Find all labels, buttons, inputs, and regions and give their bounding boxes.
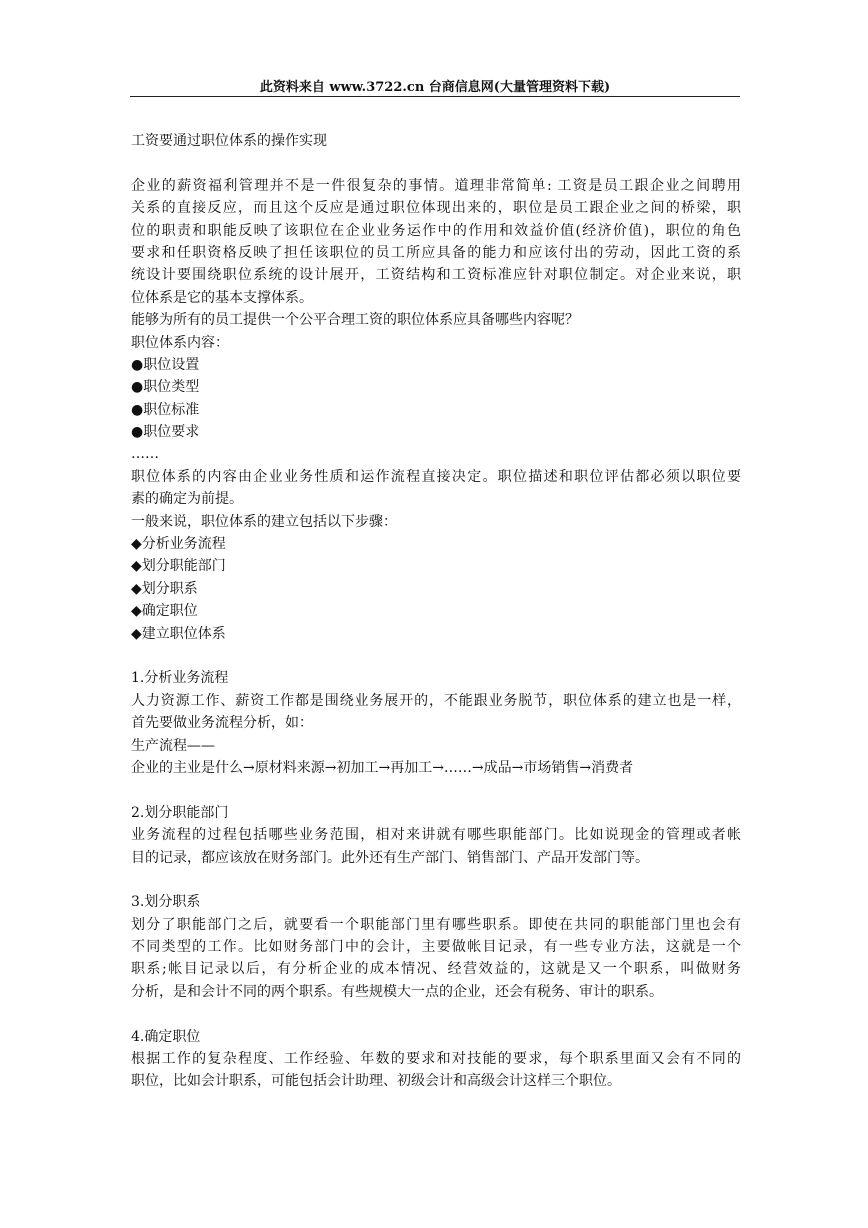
flow-label: 生产流程—— [131, 737, 215, 754]
section-line: 不同类型的工作。比如财务部门中的会计，主要做帐目记录，有一些专业方法，这就是一个 [131, 939, 741, 956]
section-heading: 1.分析业务流程 [131, 670, 229, 687]
decision-line: 素的确定为前提。 [131, 491, 243, 508]
spacer [131, 779, 741, 801]
spacer [131, 869, 741, 891]
section-line: 根据工作的复杂程度、工作经验、年数的要求和对技能的要求，每个职系里面又会有不同的 [131, 1051, 741, 1068]
step-list-item: ◆分析业务流程 [131, 536, 226, 553]
section-line: 人力资源工作、薪资工作都是围绕业务展开的，不能跟业务脱节，职位体系的建立也是一样， [131, 692, 741, 709]
content-list-item: ●职位标准 [131, 401, 200, 418]
section-line: 业务流程的过程包括哪些业务范围，相对来讲就有哪些职能部门。比如说现金的管理或者帐 [131, 827, 741, 844]
intro-line: 要求和任职资格反映了担任该职位的员工所应具备的能力和应该付出的劳动，因此工资的系 [131, 244, 741, 261]
step-list-item: ◆划分职能部门 [131, 558, 226, 575]
content-label: 职位体系内容： [131, 334, 229, 351]
step-list-item: ◆建立职位体系 [131, 625, 226, 642]
intro-line: 统设计要围绕职位系统的设计展开，工资结构和工资标准应针对职位制定。对企业来说，职 [131, 267, 741, 284]
section-line: 目的记录，都应该放在财务部门。此外还有生产部门、销售部门、产品开发部门等。 [131, 849, 649, 866]
steps-intro: 一般来说，职位体系的建立包括以下步骤： [131, 513, 397, 530]
step-list-item: ◆划分职系 [131, 580, 198, 597]
page-header-text: 此资料来自 www.3722.cn 台商信息网(大量管理资料下载) [259, 80, 611, 95]
content-list-item: ●职位类型 [131, 379, 200, 396]
content-list-item: ●职位设置 [131, 356, 200, 373]
section-line: 职系;帐目记录以后，有分析企业的成本情况、经营效益的，这就是又一个职系，叫做财务 [131, 961, 741, 978]
document-body [131, 130, 741, 1093]
section-heading: 3.划分职系 [131, 894, 201, 911]
header-rule [130, 96, 740, 97]
step-list-item: ◆确定职位 [131, 603, 198, 620]
spacer [131, 152, 741, 174]
ellipsis-text: …… [131, 446, 159, 463]
decision-line: 职位体系的内容由企业业务性质和运作流程直接决定。职位描述和职位评估都必须以职位要 [131, 468, 741, 485]
intro-line: 位的职责和职能反映了该职位在企业业务运作中的作用和效益价值(经济价值)，职位的角色 [131, 222, 741, 239]
section-line: 划分了职能部门之后，就要看一个职能部门里有哪些职系。即使在共同的职能部门里也会有 [131, 916, 741, 933]
spacer [131, 645, 741, 667]
intro-line: 位体系是它的基本支撑体系。 [131, 289, 313, 306]
content-list-item: ●职位要求 [131, 424, 200, 441]
flow-text: 企业的主业是什么→原材料来源→初加工→再加工→……→成品→市场销售→消费者 [131, 759, 634, 776]
section-line: 首先要做业务流程分析，如： [131, 715, 313, 732]
section-heading: 4.确定职位 [131, 1028, 201, 1045]
intro-line: 企业的薪资福利管理并不是一件很复杂的事情。道理非常简单: 工资是员工跟企业之间聘用 [131, 177, 741, 194]
question-text: 能够为所有的员工提供一个公平合理工资的职位体系应具备哪些内容呢？ [131, 312, 579, 329]
section-heading: 2.划分职能部门 [131, 804, 229, 821]
spacer [131, 1003, 741, 1025]
document-title: 工资要通过职位体系的操作实现 [131, 133, 327, 149]
section-line: 分析，是和会计不同的两个职系。有些规模大一点的企业，还会有税务、审计的职系。 [131, 983, 663, 1000]
intro-line: 关系的直接反应，而且这个反应是通过职位体现出来的，职位是员工跟企业之间的桥梁，职 [131, 200, 741, 217]
section-line: 职位，比如会计职系，可能包括会计助理、初级会计和高级会计这样三个职位。 [131, 1073, 621, 1090]
